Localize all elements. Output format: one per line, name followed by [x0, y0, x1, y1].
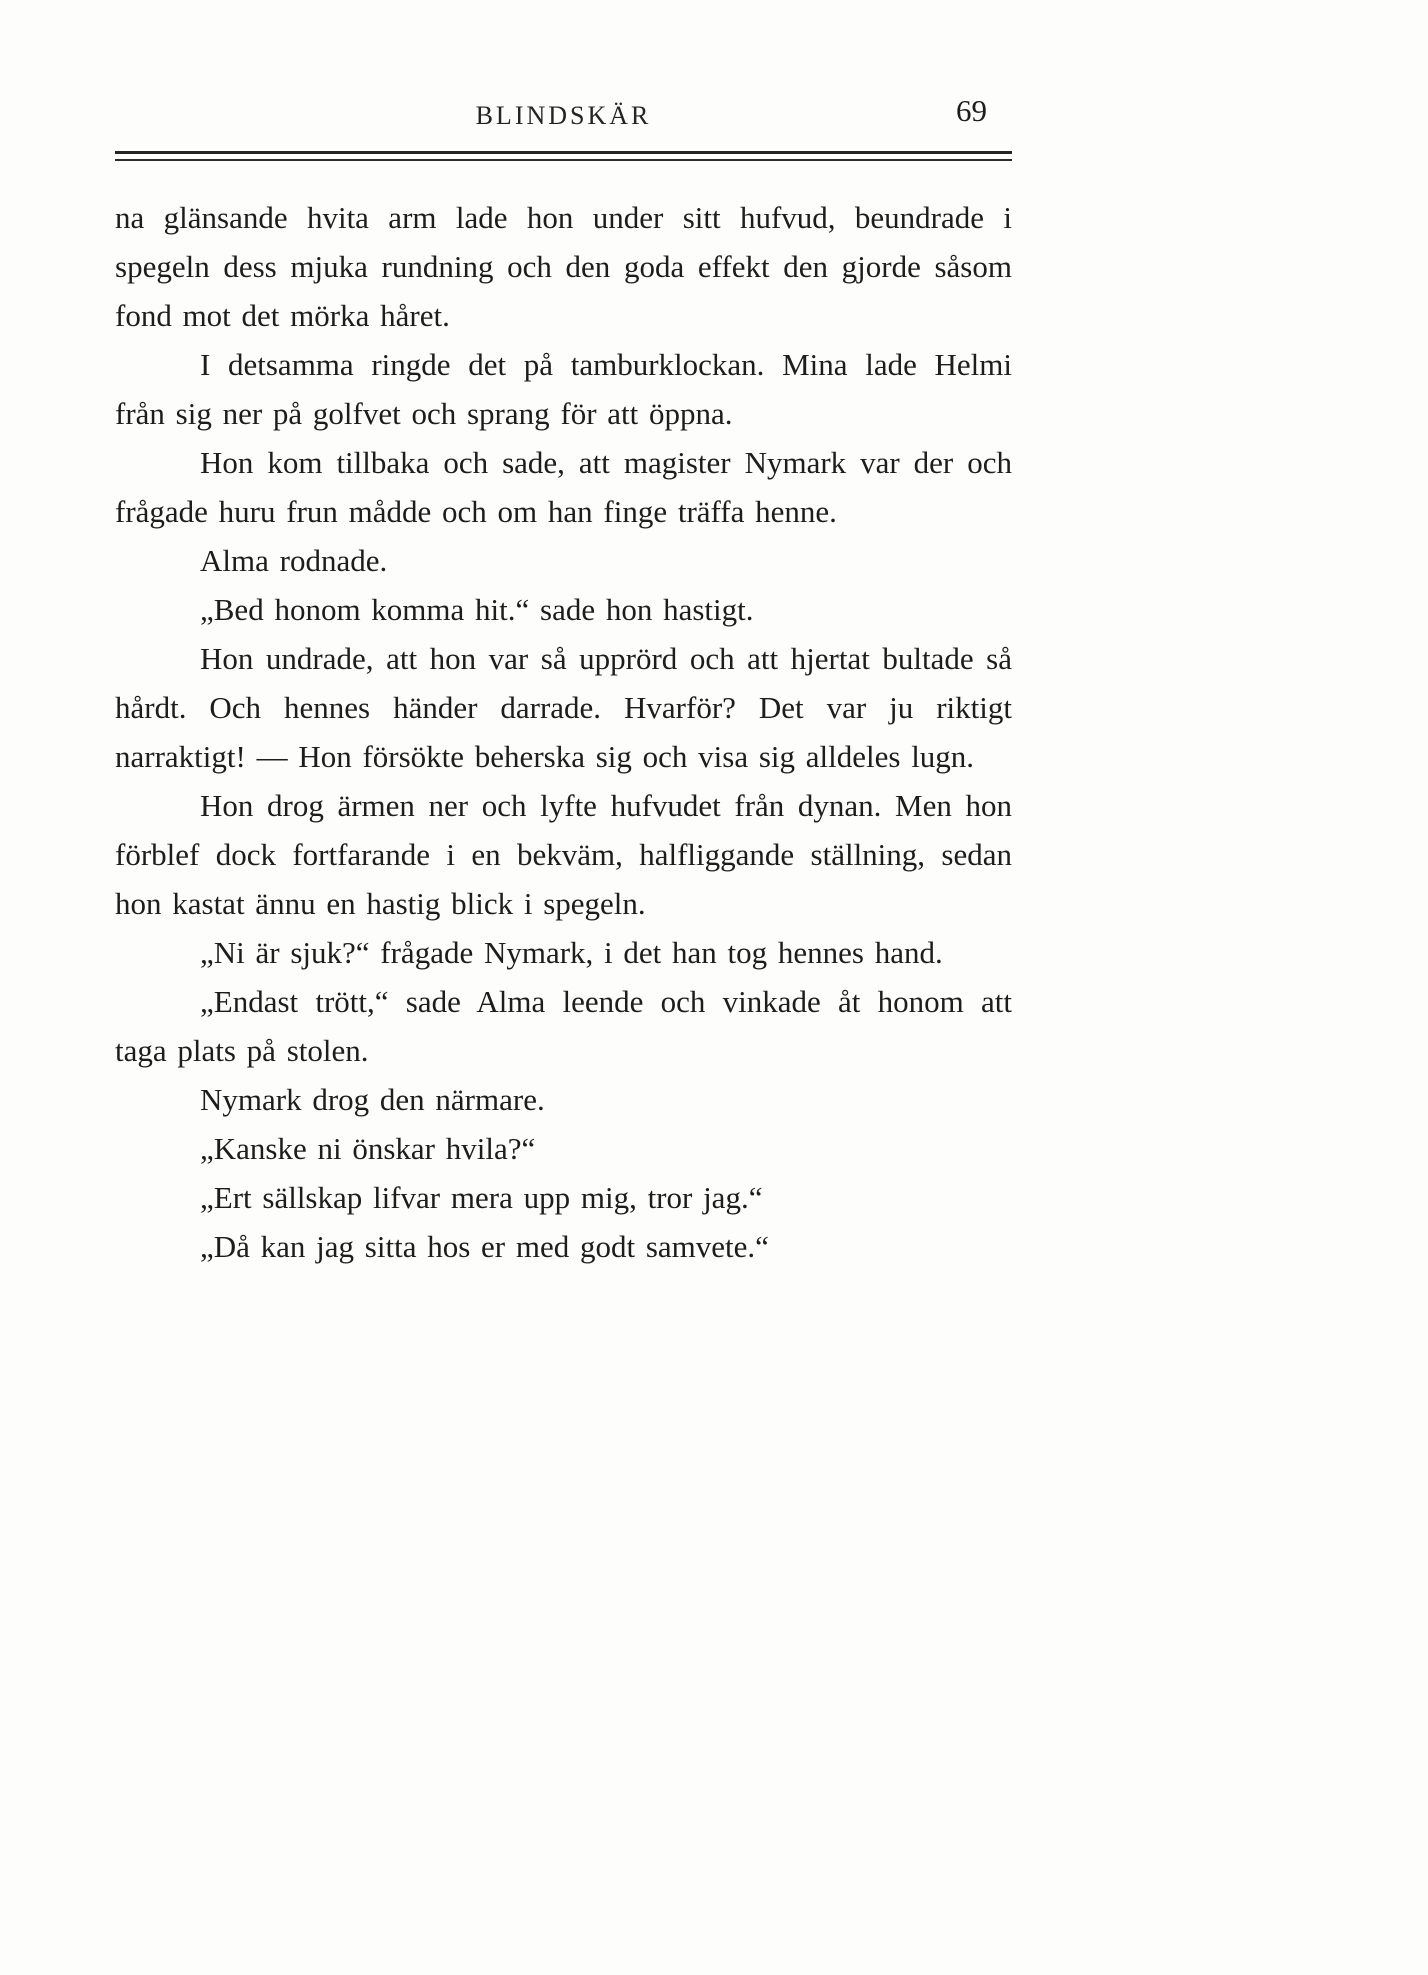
text-column	[115, 95, 1012, 1271]
page-number: 69	[956, 93, 987, 128]
paragraph: „Då kan jag sitta hos er med godt samvete.“	[200, 1229, 769, 1264]
paragraph: „Ert sällskap lifvar mera upp mig, tror jag.“	[200, 1180, 763, 1215]
paragraph: „Kanske ni önskar hvila?“	[200, 1131, 536, 1166]
paragraph: I detsamma ringde det på tamburklockan. Mina lade Helmi från sig ner på golfvet och sprang för att öppna.	[115, 347, 1012, 431]
page-header	[115, 95, 1012, 139]
paragraph: Nymark drog den närmare.	[200, 1082, 545, 1117]
paragraph: Alma rodnade.	[200, 543, 388, 578]
paragraph: Hon drog ärmen ner och lyfte hufvudet från dynan. Men hon förblef dock fortfarande i en bekväm, halfliggande ställning, sedan hon kastat ännu en hastig blick i spegeln.	[115, 788, 1012, 921]
paragraph: Hon undrade, att hon var så upprörd och att hjertat bultade så hårdt. Och hennes händer darrade. Hvarför? Det var ju riktigt narraktigt! — Hon försökte beherska sig och visa sig alldeles lugn.	[115, 641, 1012, 774]
paragraph: „Bed honom komma hit.“ sade hon hastigt.	[200, 592, 754, 627]
header-double-rule	[115, 151, 1012, 161]
paragraph: na glänsande hvita arm lade hon under sitt hufvud, beundrade i spegeln dess mjuka rundning och den goda effekt den gjorde såsom fond mot det mörka håret.	[115, 200, 1012, 333]
paragraph: „Endast trött,“ sade Alma leende och vinkade åt honom att taga plats på stolen.	[115, 984, 1012, 1068]
paragraph: Hon kom tillbaka och sade, att magister Nymark var der och frågade huru frun mådde och om han finge träffa henne.	[115, 445, 1012, 529]
page-body	[115, 193, 1012, 1271]
paragraph: „Ni är sjuk?“ frågade Nymark, i det han tog hennes hand.	[200, 935, 943, 970]
running-title: BLINDSKÄR	[475, 101, 652, 130]
